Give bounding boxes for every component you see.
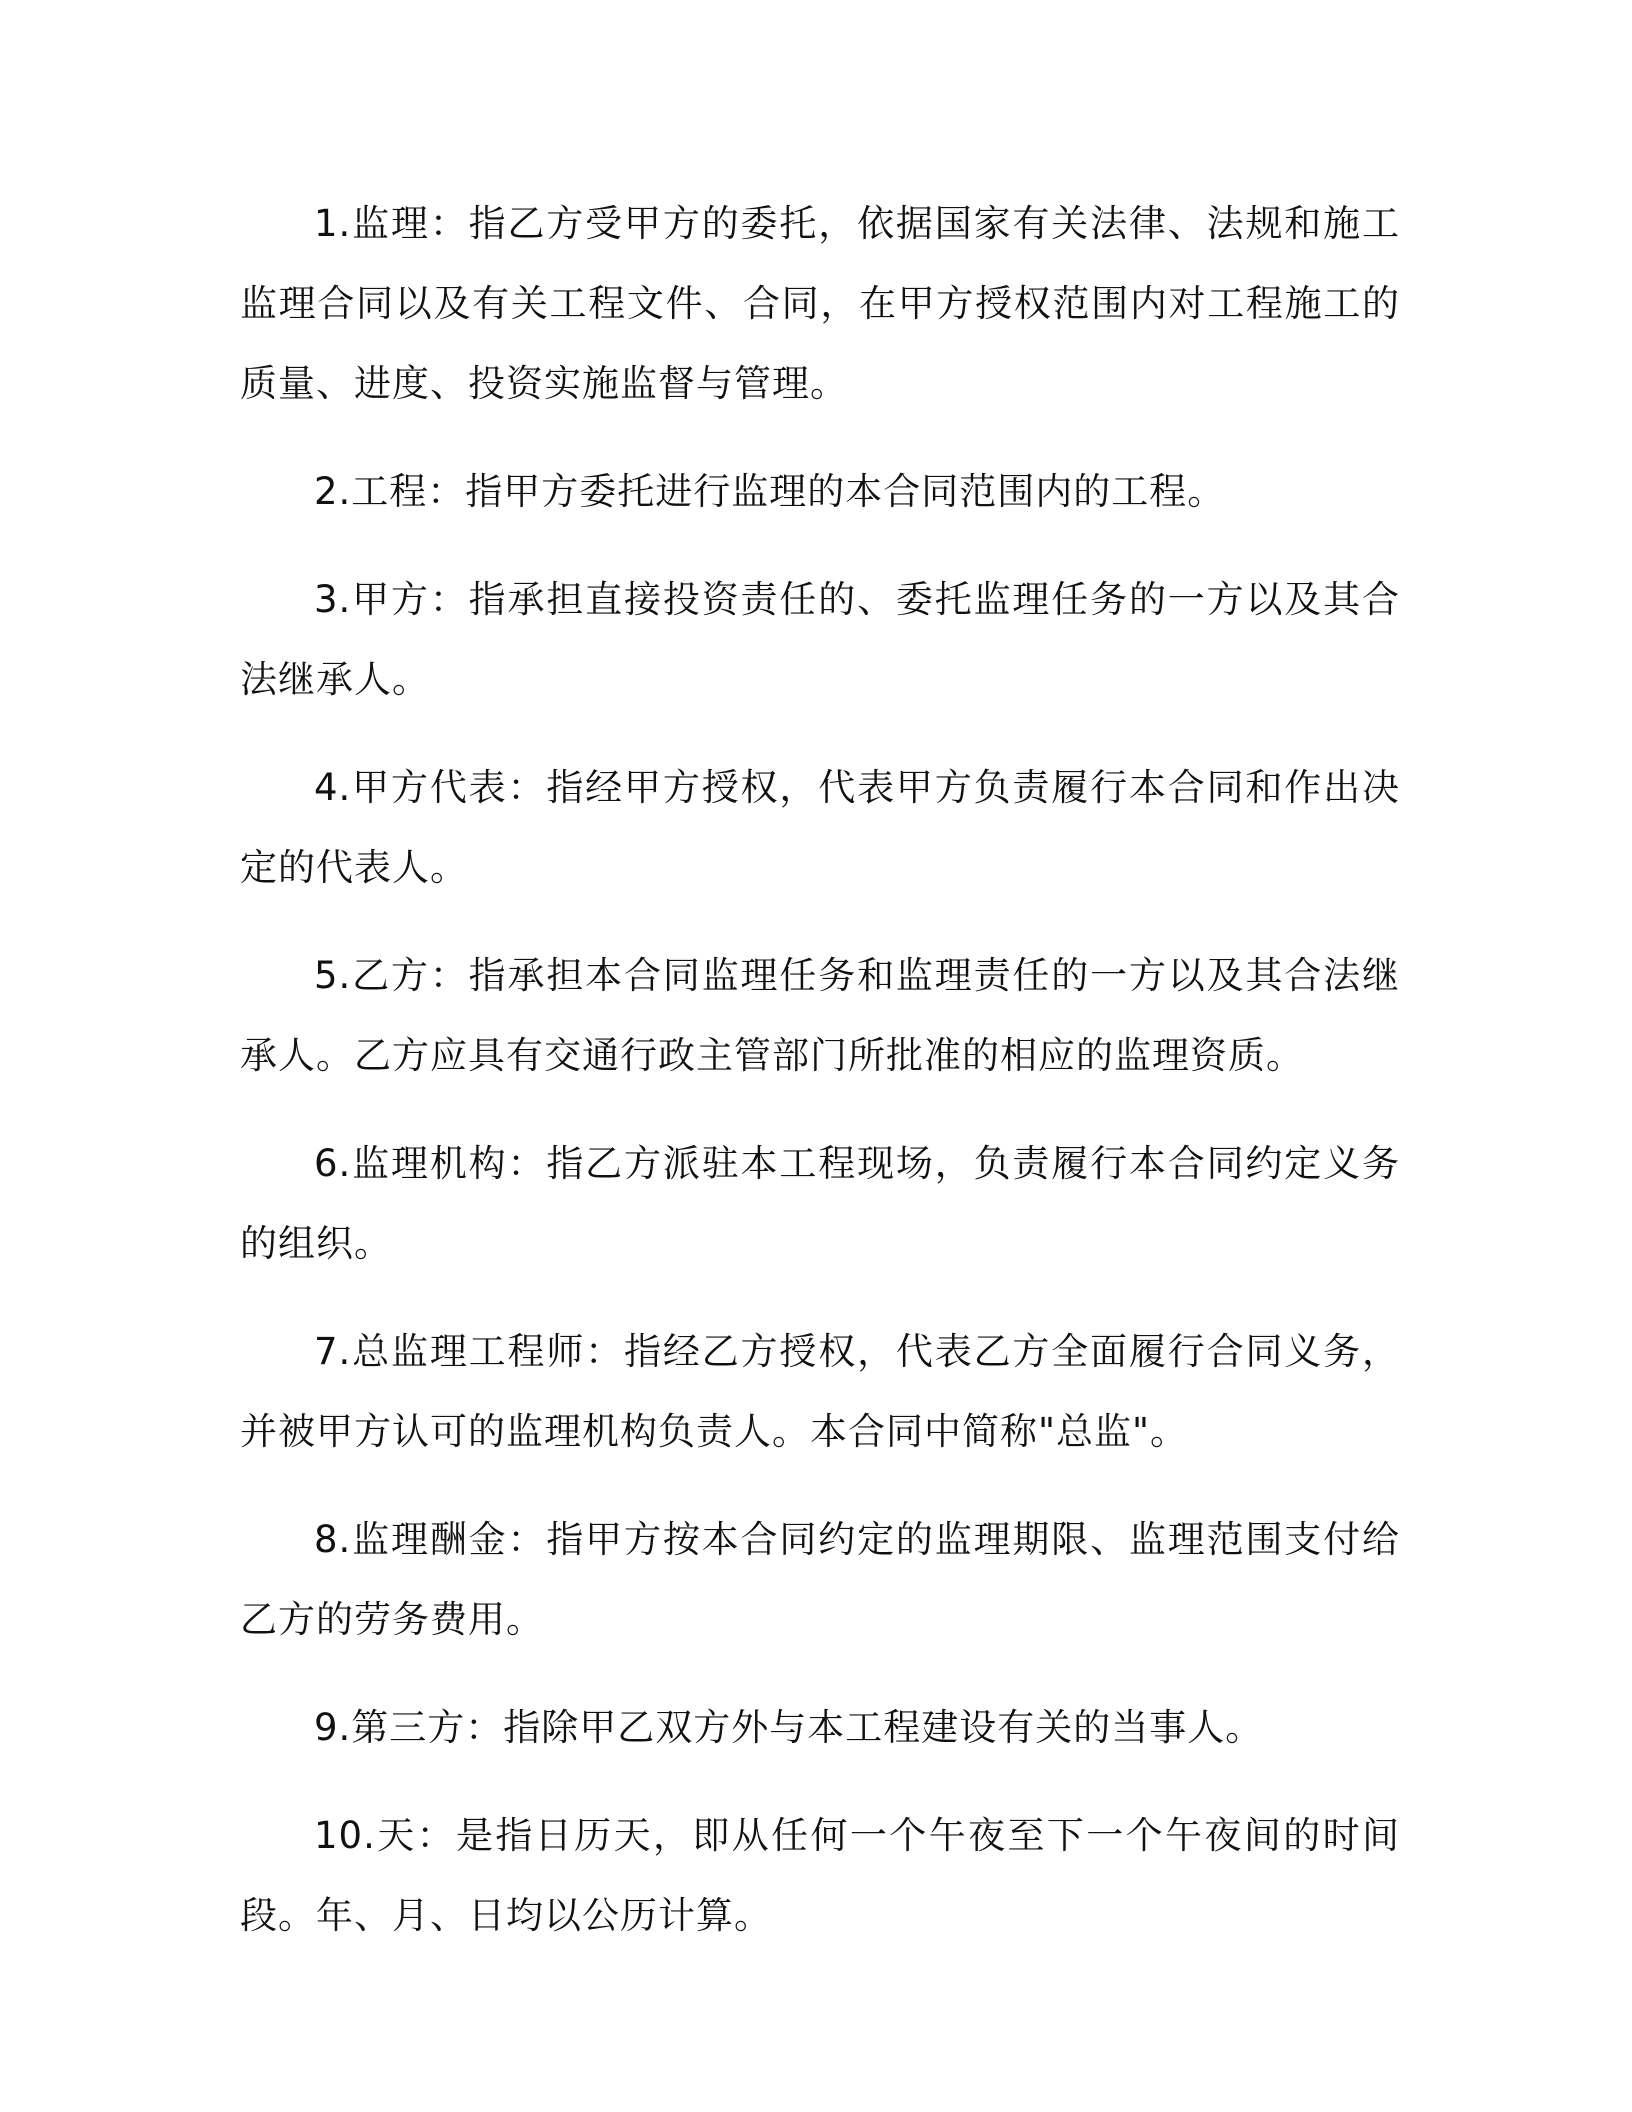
definition-paragraph-4: 4.甲方代表：指经甲方授权，代表甲方负责履行本合同和作出决定的代表人。 (240, 766, 1400, 889)
definition-paragraph-1: 1.监理：指乙方受甲方的委托，依据国家有关法律、法规和施工监理合同以及有关工程文件、合同，在甲方授权范围内对工程施工的质量、进度、投资实施监督与管理。 (240, 202, 1400, 405)
definition-paragraph-3: 3.甲方：指承担直接投资责任的、委托监理任务的一方以及其合法继承人。 (240, 578, 1400, 701)
definition-paragraph-9: 9.第三方：指除甲乙双方外与本工程建设有关的当事人。 (314, 1706, 1264, 1749)
document-body (240, 184, 1400, 1984)
definition-paragraph-6: 6.监理机构：指乙方派驻本工程现场，负责履行本合同约定义务的组织。 (240, 1142, 1400, 1265)
definition-paragraph-10: 10.天：是指日历天，即从任何一个午夜至下一个午夜间的时间段。年、月、日均以公历计算。 (240, 1814, 1400, 1937)
definition-paragraph-2: 2.工程：指甲方委托进行监理的本合同范围内的工程。 (314, 470, 1226, 513)
definition-paragraph-8: 8.监理酬金：指甲方按本合同约定的监理期限、监理范围支付给乙方的劳务费用。 (240, 1518, 1400, 1641)
definition-paragraph-5: 5.乙方：指承担本合同监理任务和监理责任的一方以及其合法继承人。乙方应具有交通行政主管部门所批准的相应的监理资质。 (240, 954, 1400, 1077)
definition-paragraph-7: 7.总监理工程师：指经乙方授权，代表乙方全面履行合同义务，并被甲方认可的监理机构负责人。本合同中简称"总监"。 (240, 1330, 1400, 1453)
